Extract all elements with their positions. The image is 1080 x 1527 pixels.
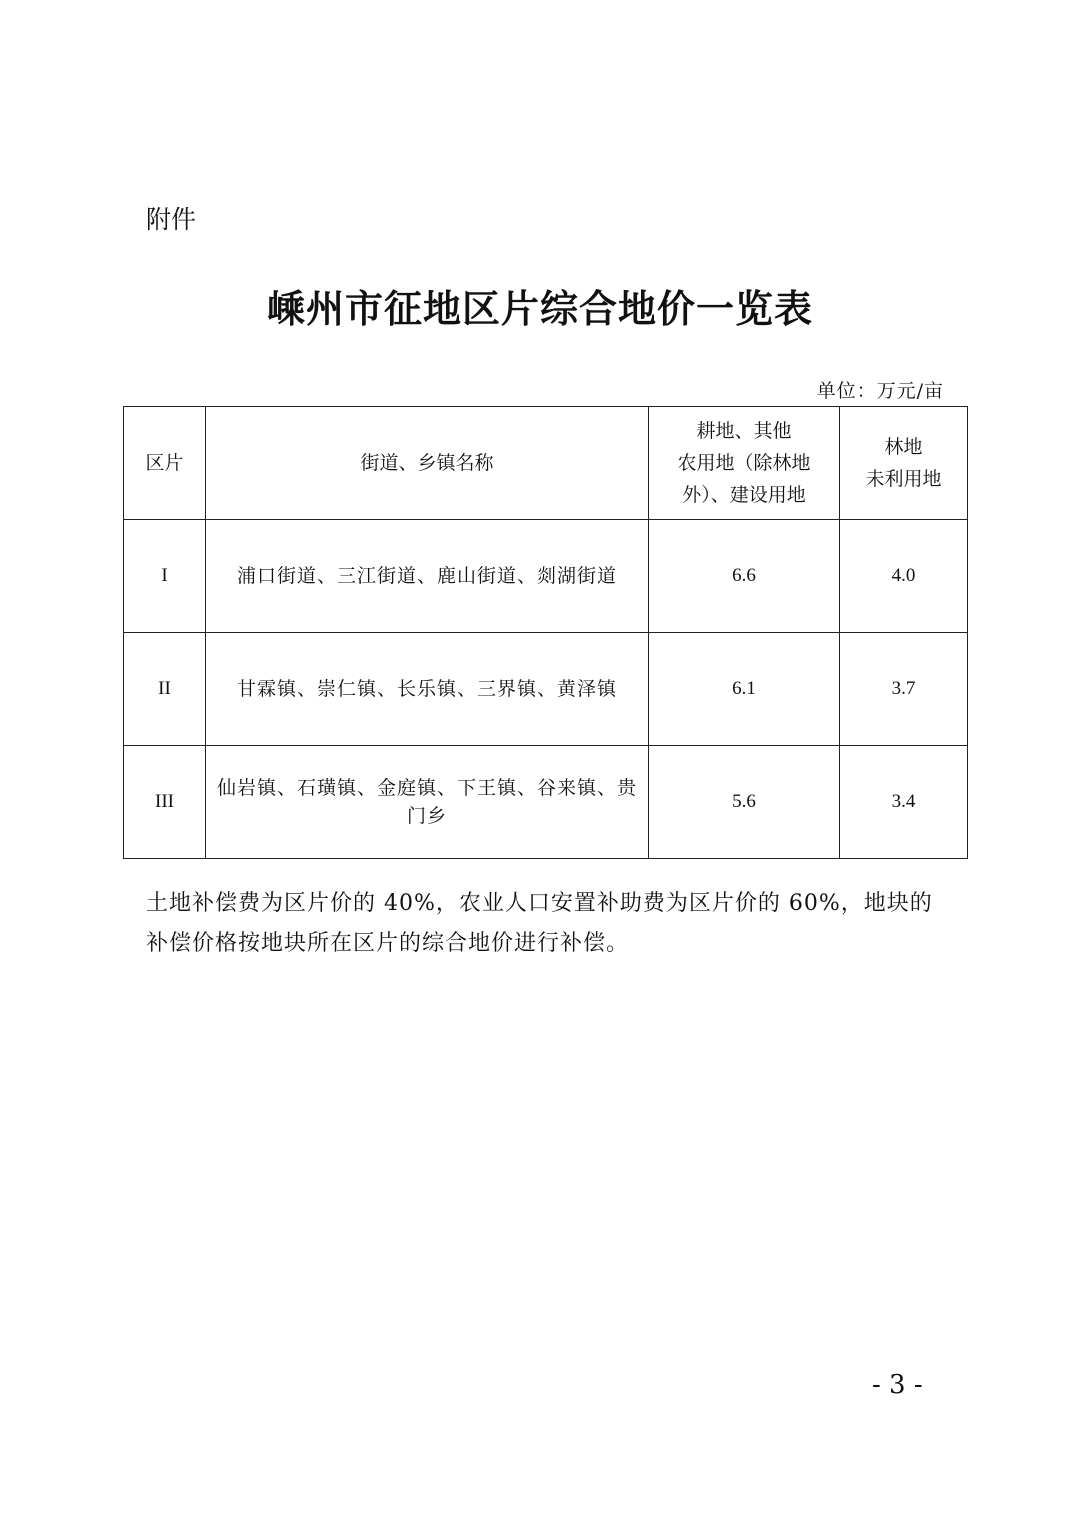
page-title: 嵊州市征地区片综合地价一览表 xyxy=(266,286,813,331)
table-row xyxy=(124,633,968,746)
forest-price-cell: 3.4 xyxy=(840,746,968,859)
page-number: - 3 - xyxy=(872,1370,923,1400)
header-forest-line: 林地 xyxy=(884,436,923,458)
names-cell: 仙岩镇、石璜镇、金庭镇、下王镇、谷来镇、贵门乡 xyxy=(206,746,649,859)
header-farmland-line: 耕地、其他 xyxy=(696,420,792,442)
names-cell: 甘霖镇、崇仁镇、长乐镇、三界镇、黄泽镇 xyxy=(206,633,649,746)
header-farmland-line: 农用地（除林地 xyxy=(677,452,811,474)
table-header-row xyxy=(124,407,968,520)
header-farmland-line: 外）、建设用地 xyxy=(682,484,806,506)
unit-label: 单位：万元/亩 xyxy=(816,380,944,402)
zone-cell: I xyxy=(124,520,206,633)
table-row xyxy=(124,746,968,859)
farmland-price-cell: 6.1 xyxy=(649,633,840,746)
header-zone: 区片 xyxy=(124,407,206,520)
zone-cell: II xyxy=(124,633,206,746)
forest-price-cell: 4.0 xyxy=(840,520,968,633)
compensation-note: 土地补偿费为区片价的 40%，农业人口安置补助费为区片价的 60%，地块的补偿价格按地块所在区片的综合地价进行补偿。 xyxy=(146,891,933,956)
farmland-price-cell: 5.6 xyxy=(649,746,840,859)
attachment-label: 附件 xyxy=(146,205,197,234)
land-price-table xyxy=(123,406,968,859)
header-farmland xyxy=(649,407,840,520)
table-row xyxy=(124,520,968,633)
names-cell: 浦口街道、三江街道、鹿山街道、剡湖街道 xyxy=(206,520,649,633)
zone-cell: III xyxy=(124,746,206,859)
farmland-price-cell: 6.6 xyxy=(649,520,840,633)
header-forest-line: 未利用地 xyxy=(865,468,942,490)
header-forest xyxy=(840,407,968,520)
forest-price-cell: 3.7 xyxy=(840,633,968,746)
header-name: 街道、乡镇名称 xyxy=(206,407,649,520)
